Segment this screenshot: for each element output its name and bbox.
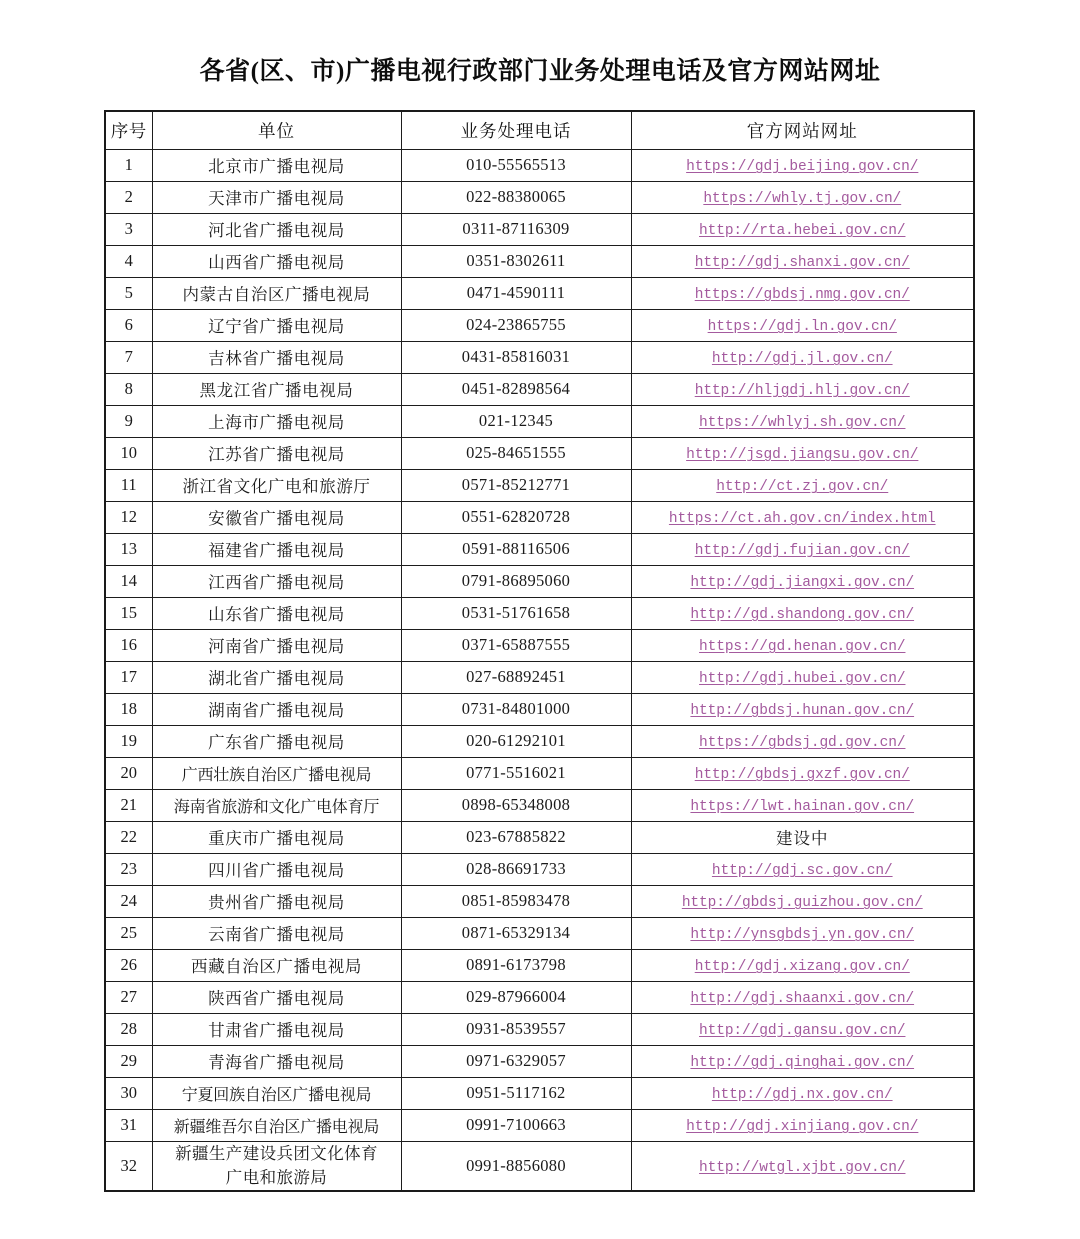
cell-phone: 024-23865755 [401,309,631,341]
table-row [105,661,974,693]
cell-phone: 0431-85816031 [401,341,631,373]
cell-unit: 浙江省文化广电和旅游厅 [152,469,401,501]
website-link[interactable]: http://gdj.gansu.gov.cn/ [699,1023,906,1040]
cell-unit [152,1141,401,1190]
cell-unit: 四川省广播电视局 [152,853,401,885]
cell-website[interactable] [631,917,974,949]
cell-website[interactable] [631,341,974,373]
cell-index: 27 [105,981,152,1013]
cell-website[interactable] [631,373,974,405]
website-status-text: 建设中 [776,829,829,849]
cell-phone: 0591-88116506 [401,533,631,565]
cell-unit: 湖南省广播电视局 [152,693,401,725]
table-row [105,181,974,213]
table-row [105,149,974,181]
table-row [105,853,974,885]
website-link[interactable]: http://jsgd.jiangsu.gov.cn/ [686,447,919,464]
cell-phone: 0991-7100663 [401,1109,631,1141]
table-header-row [105,111,974,149]
cell-index: 10 [105,437,152,469]
website-link[interactable]: http://gdj.nx.gov.cn/ [711,1087,893,1104]
website-link[interactable]: http://gdj.jiangxi.gov.cn/ [690,575,915,592]
table-row [105,245,974,277]
cell-website[interactable] [631,1013,974,1045]
cell-phone: 021-12345 [401,405,631,437]
cell-phone: 0531-51761658 [401,597,631,629]
table-row [105,309,974,341]
table-row [105,885,974,917]
cell-unit: 宁夏回族自治区广播电视局 [152,1077,401,1109]
cell-index: 9 [105,405,152,437]
cell-index: 2 [105,181,152,213]
table-header [105,111,974,149]
cell-index: 1 [105,149,152,181]
contact-table [104,110,975,1191]
cell-index: 31 [105,1109,152,1141]
cell-website[interactable] [631,949,974,981]
website-link[interactable]: https://gdj.ln.gov.cn/ [707,319,897,336]
cell-phone: 022-88380065 [401,181,631,213]
cell-index: 15 [105,597,152,629]
website-link[interactable]: http://gdj.xinjiang.gov.cn/ [686,1119,919,1136]
cell-website[interactable] [631,469,974,501]
website-link[interactable]: http://ct.zj.gov.cn/ [716,479,889,496]
cell-unit: 安徽省广播电视局 [152,501,401,533]
cell-index: 5 [105,277,152,309]
table-row [105,405,974,437]
table-row [105,725,974,757]
website-link[interactable]: http://gdj.shaanxi.gov.cn/ [690,991,915,1008]
cell-unit: 辽宁省广播电视局 [152,309,401,341]
cell-phone: 023-67885822 [401,821,631,853]
table-row [105,1141,974,1190]
cell-phone: 0771-5516021 [401,757,631,789]
cell-website[interactable] [631,405,974,437]
cell-index: 16 [105,629,152,661]
cell-phone: 0351-8302611 [401,245,631,277]
website-link[interactable]: http://gdj.sc.gov.cn/ [711,863,893,880]
cell-unit: 山东省广播电视局 [152,597,401,629]
cell-phone: 0871-65329134 [401,917,631,949]
column-header-index: 序号 [105,111,152,149]
table-row [105,757,974,789]
cell-phone: 0551-62820728 [401,501,631,533]
cell-unit: 河北省广播电视局 [152,213,401,245]
cell-website[interactable] [631,757,974,789]
table-container [0,110,1080,1191]
cell-index: 8 [105,373,152,405]
table-row [105,789,974,821]
table-row [105,213,974,245]
cell-index: 18 [105,693,152,725]
cell-unit: 海南省旅游和文化广电体育厅 [152,789,401,821]
cell-index: 26 [105,949,152,981]
cell-website[interactable] [631,213,974,245]
cell-index: 20 [105,757,152,789]
cell-website[interactable] [631,1109,974,1141]
cell-unit: 福建省广播电视局 [152,533,401,565]
cell-index: 22 [105,821,152,853]
page-title: 各省(区、市)广播电视行政部门业务处理电话及官方网站网址 [199,58,881,85]
cell-index: 24 [105,885,152,917]
table-row [105,1077,974,1109]
table-body [105,149,974,1190]
website-link[interactable]: https://lwt.hainan.gov.cn/ [690,799,915,816]
cell-unit: 北京市广播电视局 [152,149,401,181]
table-row [105,821,974,853]
table-row [105,629,974,661]
cell-website[interactable] [631,693,974,725]
cell-unit: 河南省广播电视局 [152,629,401,661]
cell-index: 32 [105,1141,152,1190]
website-link[interactable]: https://whly.tj.gov.cn/ [703,191,902,208]
cell-index: 23 [105,853,152,885]
cell-website[interactable] [631,565,974,597]
cell-website[interactable] [631,789,974,821]
website-link[interactable]: http://gdj.hubei.gov.cn/ [699,671,906,688]
cell-index: 28 [105,1013,152,1045]
table-row [105,469,974,501]
cell-unit: 西藏自治区广播电视局 [152,949,401,981]
cell-website[interactable] [631,309,974,341]
website-link[interactable]: http://gbdsj.guizhou.gov.cn/ [681,895,923,912]
cell-unit: 天津市广播电视局 [152,181,401,213]
table-row [105,1109,974,1141]
cell-unit: 吉林省广播电视局 [152,341,401,373]
cell-index: 3 [105,213,152,245]
table-row [105,437,974,469]
cell-unit: 内蒙古自治区广播电视局 [152,277,401,309]
cell-website[interactable] [631,149,974,181]
cell-phone: 0371-65887555 [401,629,631,661]
cell-unit: 湖北省广播电视局 [152,661,401,693]
website-link[interactable]: https://gbdsj.gd.gov.cn/ [699,735,906,752]
cell-index: 12 [105,501,152,533]
cell-unit: 广西壮族自治区广播电视局 [152,757,401,789]
table-row [105,949,974,981]
cell-phone: 0471-4590111 [401,277,631,309]
website-link[interactable]: https://gd.henan.gov.cn/ [699,639,906,656]
cell-phone: 0311-87116309 [401,213,631,245]
cell-phone: 028-86691733 [401,853,631,885]
cell-index: 21 [105,789,152,821]
website-link[interactable]: http://gdj.qinghai.gov.cn/ [690,1055,915,1072]
cell-phone: 029-87966004 [401,981,631,1013]
cell-index: 6 [105,309,152,341]
cell-phone: 0791-86895060 [401,565,631,597]
cell-index: 29 [105,1045,152,1077]
cell-phone: 025-84651555 [401,437,631,469]
website-link[interactable]: https://whlyj.sh.gov.cn/ [699,415,906,432]
cell-phone: 0851-85983478 [401,885,631,917]
cell-website [631,821,974,853]
cell-website[interactable] [631,501,974,533]
table-row [105,1045,974,1077]
website-link[interactable]: http://gbdsj.gxzf.gov.cn/ [694,767,910,784]
cell-index: 19 [105,725,152,757]
cell-phone: 0951-5117162 [401,1077,631,1109]
cell-unit: 甘肃省广播电视局 [152,1013,401,1045]
column-header-phone: 业务处理电话 [401,111,631,149]
table-row [105,501,974,533]
cell-unit-line: 广电和旅游局 [225,1167,328,1187]
cell-website[interactable] [631,885,974,917]
cell-website[interactable] [631,1077,974,1109]
cell-unit-line: 新疆生产建设兵团文化体育 [175,1143,378,1163]
cell-phone: 027-68892451 [401,661,631,693]
website-link[interactable]: http://gbdsj.hunan.gov.cn/ [690,703,915,720]
cell-phone: 0731-84801000 [401,693,631,725]
cell-website[interactable] [631,277,974,309]
table-row [105,597,974,629]
cell-unit: 重庆市广播电视局 [152,821,401,853]
website-link[interactable]: https://gdj.beijing.gov.cn/ [686,159,919,176]
website-link[interactable]: http://gdj.shanxi.gov.cn/ [694,255,910,272]
cell-phone: 0891-6173798 [401,949,631,981]
cell-unit: 贵州省广播电视局 [152,885,401,917]
cell-index: 11 [105,469,152,501]
cell-website[interactable] [631,533,974,565]
cell-unit: 云南省广播电视局 [152,917,401,949]
cell-phone: 0898-65348008 [401,789,631,821]
cell-phone: 0971-6329057 [401,1045,631,1077]
cell-website[interactable] [631,1141,974,1190]
cell-index: 17 [105,661,152,693]
cell-website[interactable] [631,629,974,661]
website-link[interactable]: http://gdj.fujian.gov.cn/ [694,543,910,560]
cell-website[interactable] [631,853,974,885]
table-row [105,917,974,949]
website-link[interactable]: https://gbdsj.nmg.gov.cn/ [694,287,910,304]
cell-index: 30 [105,1077,152,1109]
cell-index: 14 [105,565,152,597]
cell-phone: 020-61292101 [401,725,631,757]
column-header-website: 官方网站网址 [631,111,974,149]
cell-unit: 陕西省广播电视局 [152,981,401,1013]
cell-phone: 0571-85212771 [401,469,631,501]
cell-website[interactable] [631,437,974,469]
table-row [105,341,974,373]
table-row [105,981,974,1013]
cell-phone: 0451-82898564 [401,373,631,405]
website-link[interactable]: http://hljgdj.hlj.gov.cn/ [694,383,910,400]
cell-unit: 新疆维吾尔自治区广播电视局 [152,1109,401,1141]
website-link[interactable]: http://gdj.xizang.gov.cn/ [694,959,910,976]
website-link[interactable]: https://ct.ah.gov.cn/index.html [668,511,936,528]
cell-website[interactable] [631,245,974,277]
cell-unit: 青海省广播电视局 [152,1045,401,1077]
website-link[interactable]: http://rta.hebei.gov.cn/ [699,223,906,240]
website-link[interactable]: http://wtgl.xjbt.gov.cn/ [699,1159,906,1176]
cell-website[interactable] [631,725,974,757]
cell-phone: 0991-8856080 [401,1141,631,1190]
cell-index: 4 [105,245,152,277]
table-row [105,565,974,597]
cell-website[interactable] [631,1045,974,1077]
cell-unit: 黑龙江省广播电视局 [152,373,401,405]
website-link[interactable]: http://ynsgbdsj.yn.gov.cn/ [690,927,915,944]
table-row [105,693,974,725]
column-header-unit: 单位 [152,111,401,149]
table-row [105,277,974,309]
cell-unit: 江苏省广播电视局 [152,437,401,469]
cell-unit: 江西省广播电视局 [152,565,401,597]
table-row [105,373,974,405]
cell-website[interactable] [631,597,974,629]
cell-phone: 0931-8539557 [401,1013,631,1045]
cell-website[interactable] [631,181,974,213]
cell-unit: 广东省广播电视局 [152,725,401,757]
website-link[interactable]: http://gd.shandong.gov.cn/ [690,607,915,624]
cell-unit: 山西省广播电视局 [152,245,401,277]
cell-index: 13 [105,533,152,565]
cell-website[interactable] [631,981,974,1013]
cell-unit: 上海市广播电视局 [152,405,401,437]
website-link[interactable]: http://gdj.jl.gov.cn/ [711,351,893,368]
cell-website[interactable] [631,661,974,693]
table-row [105,1013,974,1045]
cell-index: 7 [105,341,152,373]
cell-index: 25 [105,917,152,949]
table-row [105,533,974,565]
cell-phone: 010-55565513 [401,149,631,181]
